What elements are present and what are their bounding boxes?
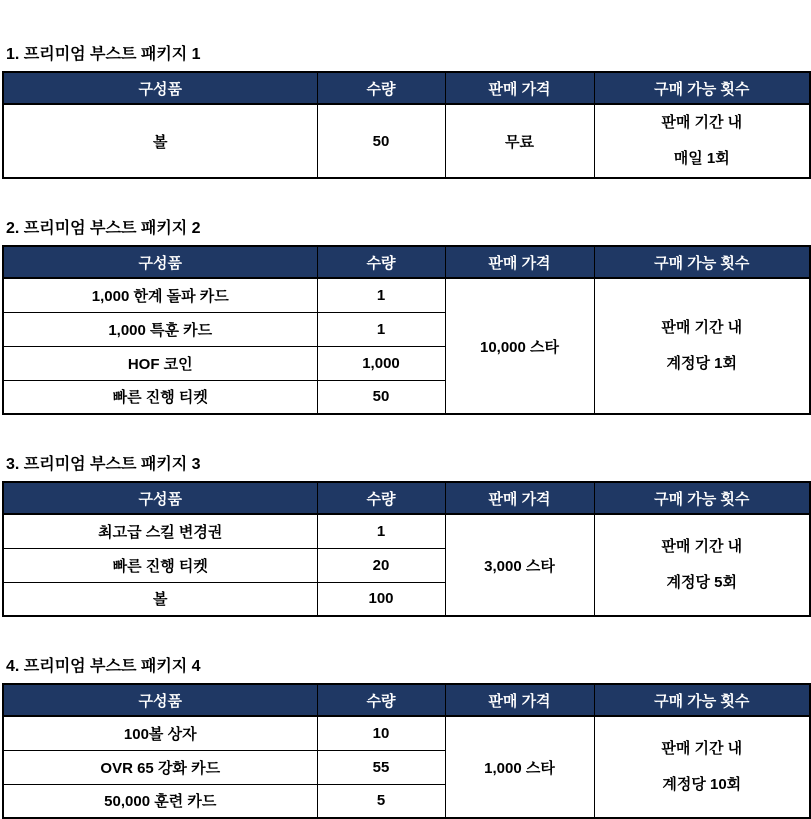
limit-line-1: 판매 기간 내 (661, 114, 743, 131)
column-header-item: 구성품 (3, 72, 317, 104)
package-table (2, 245, 811, 415)
item-name-cell: 최고급 스킬 변경권 (3, 514, 317, 548)
column-header-limit: 구매 가능 횟수 (594, 482, 810, 514)
table-row (3, 104, 810, 178)
column-header-qty: 수량 (317, 684, 445, 716)
item-name-cell: 빠른 진행 티켓 (3, 380, 317, 414)
column-header-price: 판매 가격 (445, 684, 594, 716)
column-header-item: 구성품 (3, 684, 317, 716)
price-cell: 무료 (445, 104, 594, 178)
price-cell: 3,000 스타 (445, 514, 594, 616)
column-header-limit: 구매 가능 횟수 (594, 684, 810, 716)
column-header-item: 구성품 (3, 246, 317, 278)
package-section-3 (2, 455, 809, 617)
qty-cell: 20 (317, 548, 445, 582)
qty-cell: 55 (317, 750, 445, 784)
package-title: 1. 프리미엄 부스트 패키지 1 (6, 46, 201, 63)
table-row (3, 278, 810, 312)
qty-cell: 1 (317, 278, 445, 312)
column-header-limit: 구매 가능 횟수 (594, 72, 810, 104)
header-row (3, 72, 810, 104)
table-row (3, 716, 810, 750)
package-table (2, 683, 811, 819)
qty-cell: 100 (317, 582, 445, 616)
qty-cell: 50 (317, 380, 445, 414)
table-row (3, 514, 810, 548)
item-name-cell: 빠른 진행 티켓 (3, 548, 317, 582)
limit-line-1: 판매 기간 내 (661, 538, 743, 555)
item-name-cell: OVR 65 강화 카드 (3, 750, 317, 784)
qty-cell: 50 (317, 104, 445, 178)
package-title: 2. 프리미엄 부스트 패키지 2 (6, 220, 201, 237)
limit-cell (594, 104, 810, 178)
qty-cell: 1,000 (317, 346, 445, 380)
package-section-2 (2, 219, 809, 415)
limit-cell (594, 514, 810, 616)
column-header-qty: 수량 (317, 482, 445, 514)
price-cell: 1,000 스타 (445, 716, 594, 818)
qty-cell: 10 (317, 716, 445, 750)
column-header-price: 판매 가격 (445, 72, 594, 104)
header-row (3, 246, 810, 278)
package-title: 3. 프리미엄 부스트 패키지 3 (6, 456, 201, 473)
column-header-qty: 수량 (317, 72, 445, 104)
item-name-cell: 1,000 특훈 카드 (3, 312, 317, 346)
limit-cell (594, 716, 810, 818)
column-header-price: 판매 가격 (445, 246, 594, 278)
price-cell: 10,000 스타 (445, 278, 594, 414)
item-name-cell: 100볼 상자 (3, 716, 317, 750)
header-row (3, 482, 810, 514)
limit-line-1: 판매 기간 내 (661, 319, 743, 336)
item-name-cell: 1,000 한계 돌파 카드 (3, 278, 317, 312)
item-name-cell: 볼 (3, 582, 317, 616)
column-header-limit: 구매 가능 횟수 (594, 246, 810, 278)
qty-cell: 5 (317, 784, 445, 818)
item-name-cell: HOF 코인 (3, 346, 317, 380)
qty-cell: 1 (317, 514, 445, 548)
limit-line-2: 계정당 5회 (666, 574, 737, 591)
qty-cell: 1 (317, 312, 445, 346)
package-table (2, 71, 811, 179)
package-section-4 (2, 657, 809, 819)
package-title: 4. 프리미엄 부스트 패키지 4 (6, 658, 201, 675)
package-table (2, 481, 811, 617)
column-header-item: 구성품 (3, 482, 317, 514)
limit-line-1: 판매 기간 내 (661, 740, 743, 757)
item-name-cell: 50,000 훈련 카드 (3, 784, 317, 818)
limit-line-2: 매일 1회 (673, 150, 730, 167)
header-row (3, 684, 810, 716)
limit-cell (594, 278, 810, 414)
package-section-1 (2, 45, 809, 179)
column-header-price: 판매 가격 (445, 482, 594, 514)
item-name-cell: 볼 (3, 104, 317, 178)
column-header-qty: 수량 (317, 246, 445, 278)
limit-line-2: 계정당 10회 (662, 776, 742, 793)
limit-line-2: 계정당 1회 (666, 355, 737, 372)
